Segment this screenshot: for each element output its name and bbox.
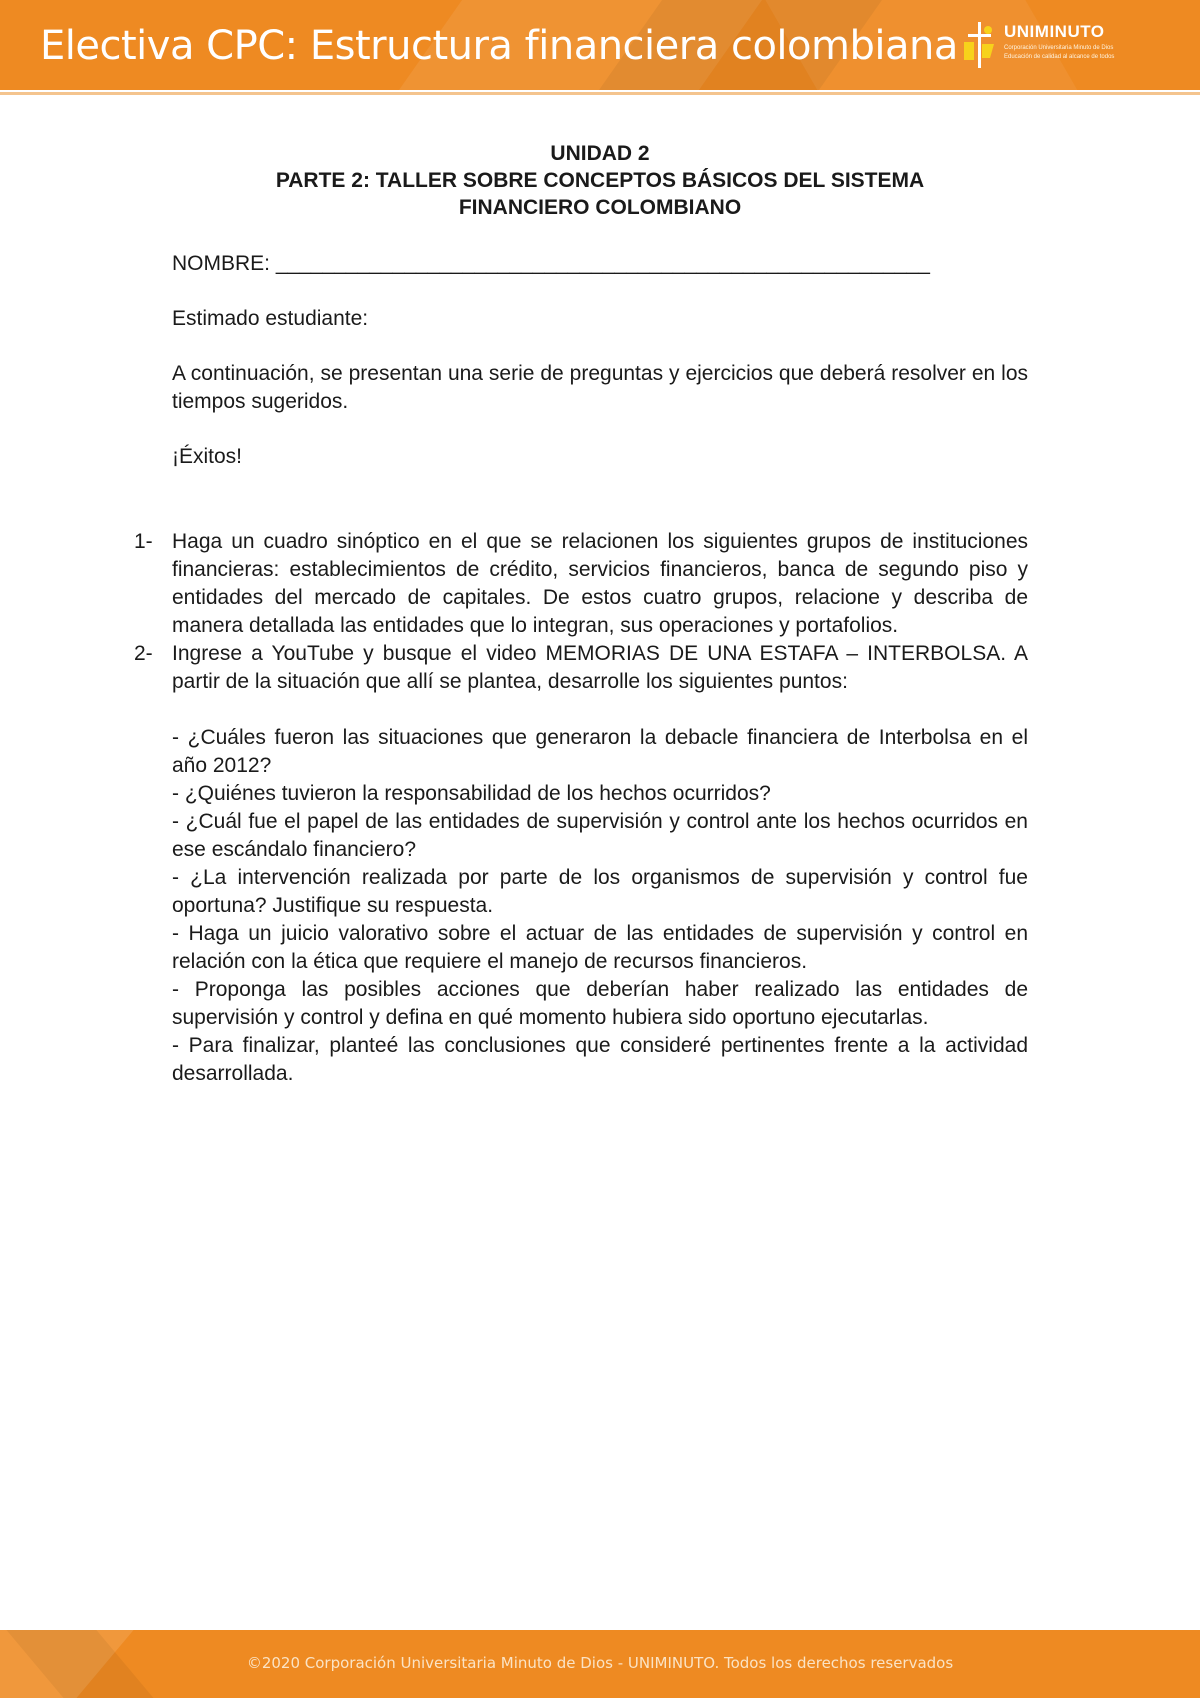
logo-emblem-icon [960,20,1000,70]
name-field: NOMBRE: ________________________________________________________ [172,252,930,275]
sub-point: - ¿Cuáles fueron las situaciones que generaron la debacle financiera de Interbolsa en el año 2012? [172,726,1028,777]
greeting: Estimado estudiante: [172,307,369,330]
question-text: Haga un cuadro sinóptico en el que se relacionen los siguientes grupos de instituciones financieras: establecimientos de crédito, servicios financieros, banca de segundo piso y entidades del mercado de capitales. De estos cuatro grupos, relacione y describa de manera detallada las entidades que lo integran, sus operaciones y portafolios. [172,530,1028,637]
unit-title: UNIDAD 2 [550,142,650,165]
logo-tagline: Educación de calidad al alcance de todos [1004,54,1115,60]
page-footer [0,1630,1200,1698]
document-heading [0,140,1200,221]
sub-point: - ¿La intervención realizada por parte de los organismos de supervisión y control fue oportuna? Justifique su respuesta. [172,866,1028,917]
question-text: Ingrese a YouTube y busque el video MEMORIAS DE UNA ESTAFA – INTERBOLSA. A partir de la situación que allí se plantea, desarrolle los siguientes puntos: [172,642,1028,693]
header-divider [0,92,1200,95]
question-number: 2- [134,642,153,665]
part-title-line: FINANCIERO COLOMBIANO [458,196,742,219]
closing-text: ¡Éxitos! [172,445,243,468]
sub-point: - Haga un juicio valorativo sobre el actuar de las entidades de supervisión y control en relación con la ética que requiere el manejo de recursos financieros. [172,922,1028,973]
page-header [0,0,1200,90]
question-item [0,640,1200,696]
uniminuto-logo [960,18,1160,74]
part-title-line: PARTE 2: TALLER SOBRE CONCEPTOS BÁSICOS DEL SISTEMA [275,169,925,192]
intro-paragraph: A continuación, se presentan una serie de preguntas y ejercicios que deberá resolver en los tiempos sugeridos. [172,362,1028,413]
logo-tagline: Corporación Universitaria Minuto de Dios [1004,45,1114,51]
document-body [0,140,1200,1085]
course-title: Electiva CPC: Estructura financiera colombiana [40,23,958,69]
sub-point: - ¿Cuál fue el papel de las entidades de supervisión y control ante los hechos ocurridos en ese escándalo financiero? [172,810,1028,861]
copyright-notice: ©2020 Corporación Universitaria Minuto de Dios - UNIMINUTO. Todos los derechos reservados [246,1654,954,1672]
sub-point: - Proponga las posibles acciones que deberían haber realizado las entidades de supervisión y control y defina en qué momento hubiera sido oportuno ejecutarlas. [172,978,1028,1029]
logo-name: UNIMINUTO [1004,22,1105,41]
sub-point: - ¿Quiénes tuvieron la responsabilidad de los hechos ocurridos? [172,782,771,805]
sub-point: - Para finalizar, planteé las conclusiones que consideré pertinentes frente a la actividad desarrollada. [172,1034,1028,1085]
question-list [0,528,1200,1088]
question-item [0,528,1200,640]
question-number: 1- [134,530,153,553]
